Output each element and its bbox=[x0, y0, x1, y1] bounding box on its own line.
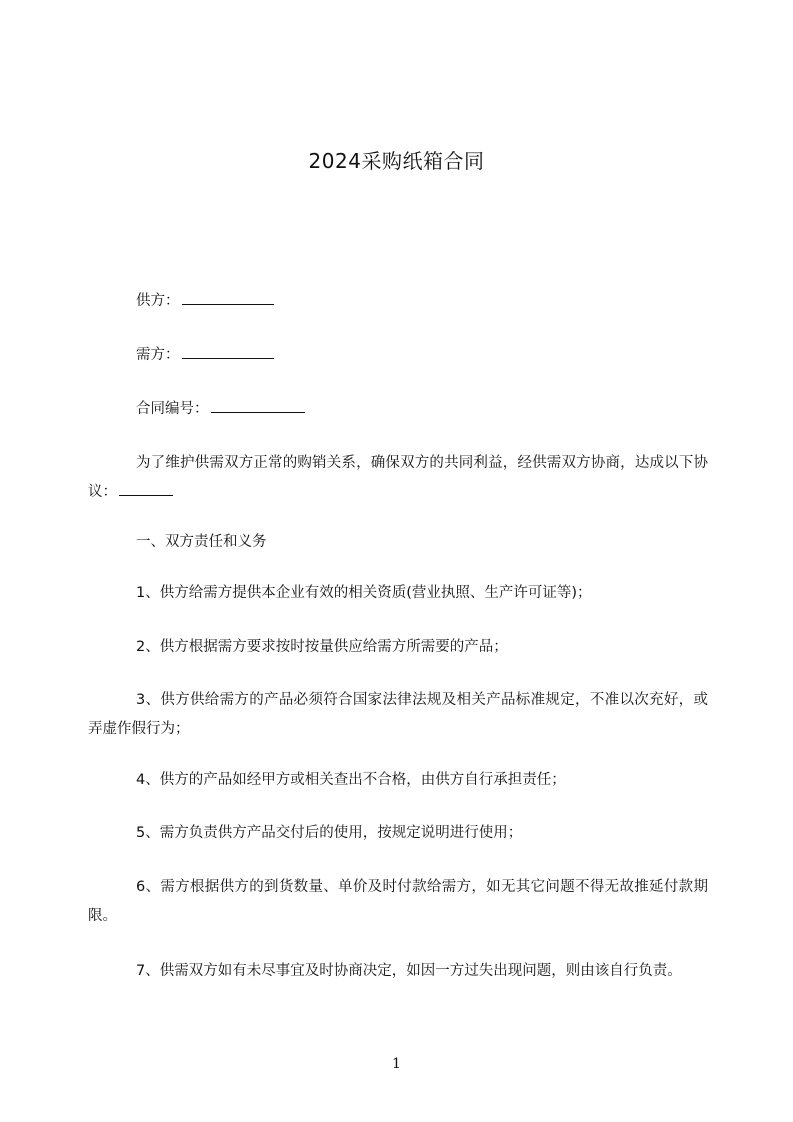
supplier-line bbox=[136, 290, 274, 311]
clause-2: 2、供方根据需方要求按时按量供应给需方所需要的产品； bbox=[136, 639, 508, 655]
buyer-blank bbox=[182, 344, 274, 359]
page-number: 1 bbox=[392, 1056, 401, 1072]
clause-4: 4、供方的产品如经甲方或相关查出不合格，由供方自行承担责任； bbox=[136, 772, 566, 788]
clause-1: 1、供方给需方提供本企业有效的相关资质(营业执照、生产许可证等)； bbox=[136, 585, 592, 601]
document-title: 2024采购纸箱合同 bbox=[308, 149, 485, 173]
clause-5: 5、需方负责供方产品交付后的使用，按规定说明进行使用； bbox=[136, 825, 523, 841]
section-1-heading: 一、双方责任和义务 bbox=[136, 534, 267, 550]
clause-7: 7、供需双方如有未尽事宜及时协商决定，如因一方过失出现问题，则由该自行负责。 bbox=[136, 963, 682, 979]
buyer-line bbox=[136, 344, 274, 365]
intro-blank bbox=[119, 481, 173, 496]
contract-no-line bbox=[136, 398, 305, 419]
clause-3: 3、供方供给需方的产品必须符合国家法律法规及相关产品标准规定，不准以次充好，或弄虚作假行为； bbox=[88, 692, 708, 737]
supplier-label: 供方： bbox=[136, 293, 180, 309]
contract-no-blank bbox=[211, 398, 305, 413]
intro-text: 为了维护供需双方正常的购销关系，确保双方的共同利益，经供需双方协商，达成以下协议： bbox=[88, 455, 708, 500]
buyer-label: 需方： bbox=[136, 347, 180, 363]
intro-paragraph bbox=[88, 449, 708, 507]
contract-no-label: 合同编号： bbox=[136, 401, 209, 417]
clause-6: 6、需方根据供方的到货数量、单价及时付款给需方，如无其它问题不得无故推延付款期限。 bbox=[88, 879, 708, 924]
supplier-blank bbox=[182, 290, 274, 305]
